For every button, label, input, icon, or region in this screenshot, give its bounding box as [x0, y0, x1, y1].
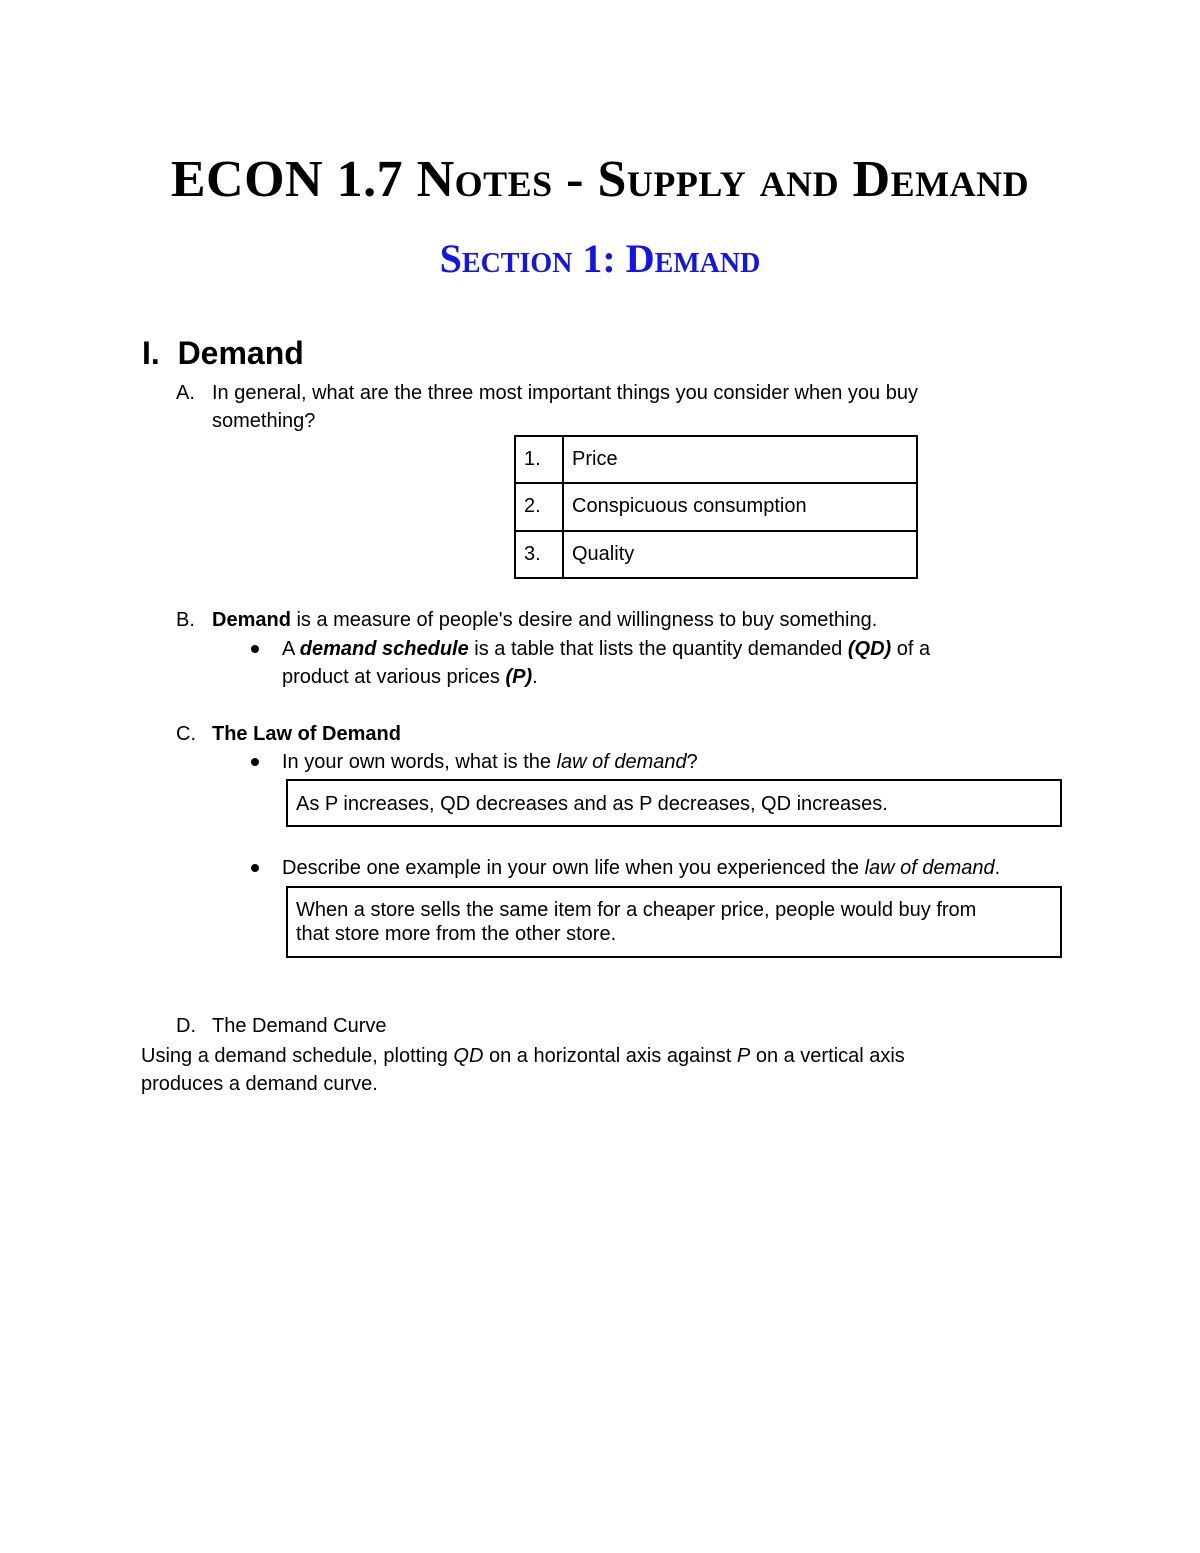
- example-question: [282, 854, 1000, 882]
- item-d-marker: D.: [176, 1015, 196, 1037]
- text-span: P: [736, 1045, 751, 1067]
- example-answer-line2: that store more from the other store.: [296, 923, 617, 945]
- table-cell-text: Quality: [563, 531, 917, 578]
- example-answer-box: [286, 886, 1062, 958]
- text-span: law of demand: [556, 751, 687, 773]
- text-span: .: [532, 666, 538, 688]
- considerations-table: [514, 435, 918, 579]
- item-c-heading: The Law of Demand: [212, 723, 401, 745]
- text-span: produces a demand curve.: [141, 1073, 378, 1095]
- text-span: product at various prices: [282, 666, 506, 688]
- bullet-icon: [251, 758, 259, 766]
- text-span: on a vertical axis: [750, 1045, 905, 1067]
- heading-text: Demand: [177, 335, 304, 371]
- text-span: .: [994, 857, 1001, 879]
- text-span: A: [282, 638, 300, 660]
- bullet-icon: [251, 645, 259, 653]
- law-answer-box: [286, 779, 1062, 827]
- table-cell-number: 2.: [515, 483, 563, 530]
- text-span: In your own words, what is the: [282, 751, 557, 773]
- item-b-marker: B.: [176, 609, 195, 631]
- example-answer-line1: When a store sells the same item for a cheaper price, people would buy from: [296, 899, 977, 921]
- text-span: (P): [505, 666, 533, 688]
- item-a-question-line1: In general, what are the three most important things you consider when you buy: [212, 382, 918, 404]
- table-row: [515, 531, 917, 578]
- text-span: demand schedule: [299, 638, 469, 660]
- text-span: is a table that lists the quantity demanded: [468, 638, 848, 660]
- item-b-text: [212, 606, 877, 634]
- document-title: ECON 1.7 Notes - Supply and Demand: [170, 151, 1030, 208]
- law-answer-text: As P increases, QD decreases and as P decreases, QD increases.: [296, 793, 888, 815]
- item-d-heading: The Demand Curve: [212, 1015, 387, 1037]
- table-cell-number: 3.: [515, 531, 563, 578]
- section-title: Section 1: Demand: [439, 236, 761, 281]
- item-b-bold: Demand: [212, 609, 291, 631]
- text-span: law of demand: [864, 857, 995, 879]
- text-span: (QD): [847, 638, 892, 660]
- table-row: [515, 483, 917, 530]
- heading-marker: I.: [142, 335, 160, 371]
- bullet-icon: [251, 864, 259, 872]
- item-b-rest: is a measure of people's desire and willingness to buy something.: [290, 609, 878, 631]
- demand-curve-paragraph: [141, 1042, 905, 1098]
- text-span: of a: [891, 638, 931, 660]
- demand-schedule-definition: [282, 635, 930, 691]
- table-row: [515, 436, 917, 483]
- text-span: QD: [453, 1045, 484, 1067]
- law-question: [282, 748, 698, 776]
- item-a-marker: A.: [176, 382, 195, 404]
- section-heading: [142, 335, 304, 372]
- text-span: ?: [686, 751, 698, 773]
- text-span: on a horizontal axis against: [483, 1045, 737, 1067]
- text-span: Using a demand schedule, plotting: [141, 1045, 454, 1067]
- text-span: Describe one example in your own life when you experienced the: [282, 857, 865, 879]
- table-cell-text: Price: [563, 436, 917, 483]
- item-c-marker: C.: [176, 723, 196, 745]
- table-cell-number: 1.: [515, 436, 563, 483]
- item-a-question: [212, 379, 918, 435]
- table-cell-text: Conspicuous consumption: [563, 483, 917, 530]
- item-a-question-line2: something?: [212, 410, 316, 432]
